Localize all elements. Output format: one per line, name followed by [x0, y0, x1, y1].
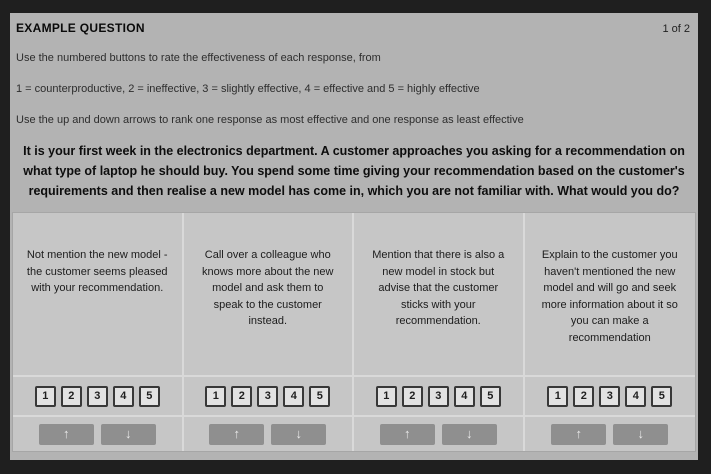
rank-row: [184, 415, 353, 451]
up-arrow-icon: ↑: [404, 426, 411, 441]
rank-up-button[interactable]: [39, 424, 94, 445]
response-text: Explain to the customer you haven't mentioned the new model and will go and seek more information about it so you can make a recommendation: [541, 249, 678, 344]
rank-row: [13, 415, 182, 451]
rating-button-4[interactable]: 4: [625, 386, 646, 407]
rank-row: [354, 415, 523, 451]
rating-row: [525, 375, 696, 415]
rating-row: [13, 375, 182, 415]
rating-button-2[interactable]: 2: [573, 386, 594, 407]
rating-button-4[interactable]: 4: [283, 386, 304, 407]
instruction-scale: 1 = counterproductive, 2 = ineffective, 3 = slightly effective, 4 = effective and 5 = highly effective: [16, 82, 480, 95]
page-title: EXAMPLE QUESTION: [16, 21, 145, 35]
rank-row: [525, 415, 696, 451]
rating-button-5[interactable]: 5: [309, 386, 330, 407]
response-column-3: [354, 213, 525, 451]
response-column-2: [184, 213, 355, 451]
rating-button-3[interactable]: 3: [428, 386, 449, 407]
rating-button-3[interactable]: 3: [599, 386, 620, 407]
responses-table: [12, 212, 696, 452]
rank-down-button[interactable]: [613, 424, 668, 445]
up-arrow-icon: ↑: [575, 426, 582, 441]
rating-button-1[interactable]: 1: [547, 386, 568, 407]
rating-button-2[interactable]: 2: [61, 386, 82, 407]
pagination-indicator: 1 of 2: [662, 23, 690, 35]
rating-button-1[interactable]: 1: [205, 386, 226, 407]
rating-button-1[interactable]: 1: [35, 386, 56, 407]
rating-button-1[interactable]: 1: [376, 386, 397, 407]
up-arrow-icon: ↑: [63, 426, 70, 441]
down-arrow-icon: ↓: [125, 426, 132, 441]
rating-button-3[interactable]: 3: [257, 386, 278, 407]
response-column-1: [13, 213, 184, 451]
response-text: Mention that there is also a new model in stock but advise that the customer sticks with your recommendation.: [372, 249, 505, 327]
rating-button-2[interactable]: 2: [402, 386, 423, 407]
rating-button-3[interactable]: 3: [87, 386, 108, 407]
rank-down-button[interactable]: [101, 424, 156, 445]
instruction-rate: Use the numbered buttons to rate the effectiveness of each response, from: [16, 52, 381, 64]
rating-button-2[interactable]: 2: [231, 386, 252, 407]
rating-row: [354, 375, 523, 415]
rating-button-4[interactable]: 4: [454, 386, 475, 407]
rank-down-button[interactable]: [271, 424, 326, 445]
rank-down-button[interactable]: [442, 424, 497, 445]
instructions: [10, 52, 698, 127]
header: [10, 13, 698, 35]
rating-button-5[interactable]: 5: [651, 386, 672, 407]
rank-up-button[interactable]: [380, 424, 435, 445]
down-arrow-icon: ↓: [637, 426, 644, 441]
rank-up-button[interactable]: [551, 424, 606, 445]
up-arrow-icon: ↑: [233, 426, 240, 441]
rating-button-5[interactable]: 5: [139, 386, 160, 407]
rating-button-4[interactable]: 4: [113, 386, 134, 407]
response-text: Not mention the new model - the customer seems pleased with your recommendation.: [26, 249, 168, 294]
rating-button-5[interactable]: 5: [480, 386, 501, 407]
response-column-4: [525, 213, 696, 451]
rating-row: [184, 375, 353, 415]
down-arrow-icon: ↓: [466, 426, 473, 441]
instruction-rank: Use the up and down arrows to rank one response as most effective and one response as least effective: [16, 113, 524, 126]
question-page: [10, 13, 698, 460]
response-text: Call over a colleague who knows more about the new model and ask them to speak to the customer instead.: [202, 249, 334, 327]
down-arrow-icon: ↓: [295, 426, 302, 441]
rank-up-button[interactable]: [209, 424, 264, 445]
scenario-text: It is your first week in the electronics department. A customer approaches you asking for a recommendation on what type of laptop he should buy. You spend some time giving your recommendation based on the customer's requirements and then realise a new model has come in, which you are not familiar with. What would you do?: [23, 144, 685, 199]
